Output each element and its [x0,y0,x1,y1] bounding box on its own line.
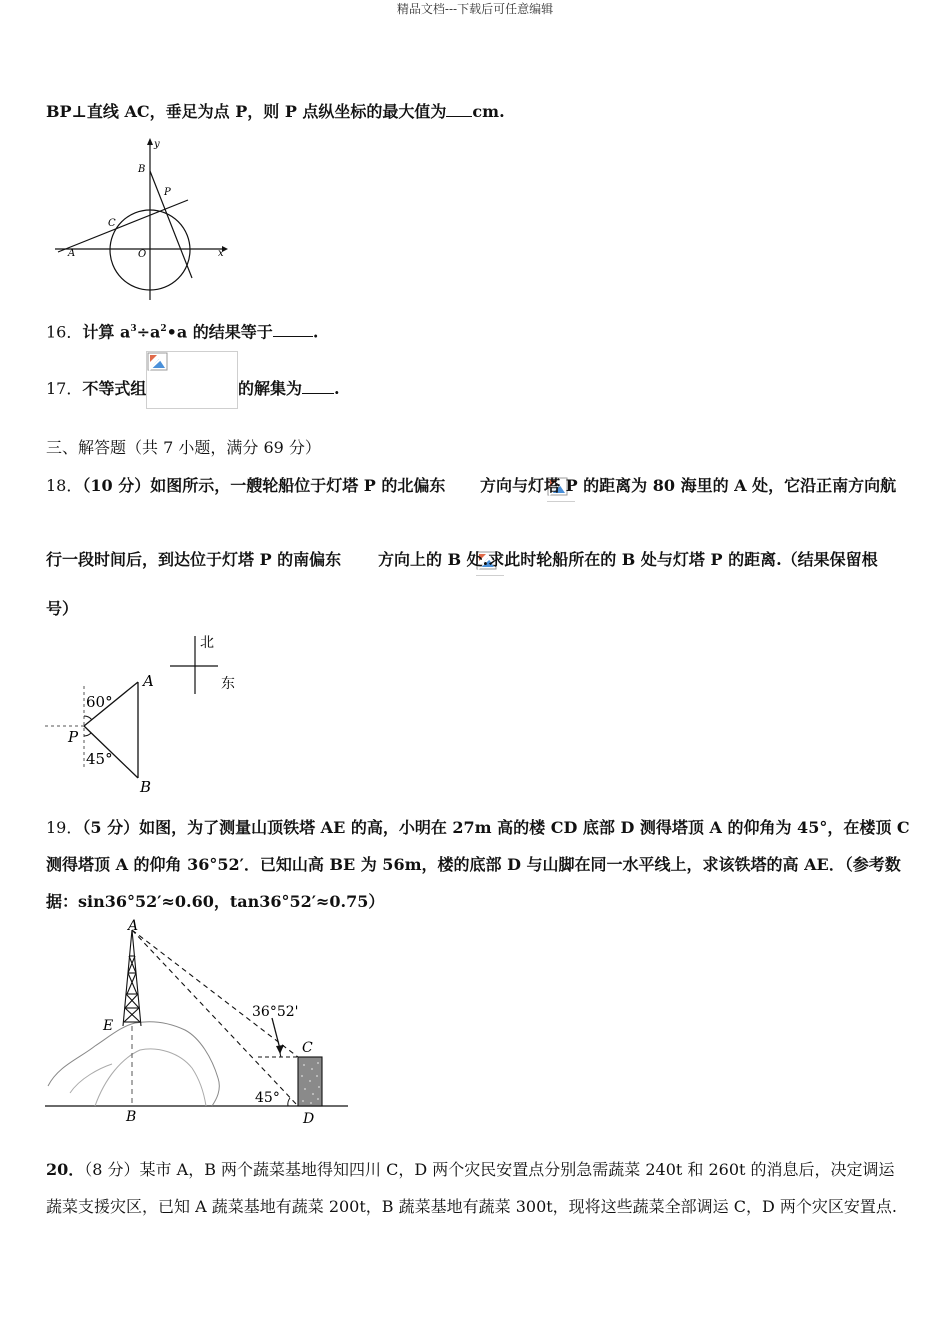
q19-line3: 据：sin36°52′≈0.60，tan36°52′≈0.75） [46,892,385,911]
compass-east-label: 东 [221,676,235,692]
angle-label-45: 45° [86,750,113,768]
label-a: A [68,248,76,259]
label-c: C [108,218,116,229]
angle-arc-45 [84,733,91,736]
q15-prefix: BP [46,102,72,121]
q16-part-b: ÷a [136,322,161,342]
q20-line1-text: （8 分）某市 A，B 两个蔬菜基地得知四川 C，D 两个灾民安置点分别急需蔬菜 240t 和 260t 的消息后，决定调运 [84,1160,895,1179]
q18-line1 [46,475,445,497]
broken-image-icon [147,352,169,372]
q19-number: 19． [46,818,83,837]
figure-19-tower [40,918,360,1130]
angle-arc-d [288,1098,290,1106]
q19-line1 [46,817,910,839]
angle-label-45: 45° [255,1090,280,1106]
mountain-inner-outline [95,1049,206,1106]
q19-line1-text: （5 分）如图，为了测量山顶铁塔 AE 的高，小明在 27m 高的楼 CD 底部 D 测得塔顶 A 的仰角为 45°，在楼顶 C [82,818,910,837]
angle-arc-60 [84,716,92,720]
q16-exp2: 2 [160,324,167,334]
q16-part-a: 计算 a [82,322,131,342]
figure-18-lighthouse [40,632,250,800]
q20-line2: 蔬菜支援灾区，已知 A 蔬菜基地有蔬菜 200t，B 蔬菜基地有蔬菜 300t，现将这些蔬菜全部调运 C，D 两个灾区安置点. [46,1197,898,1216]
tower-structure [123,930,141,1026]
q18-number: 18． [46,476,83,495]
q19-line2: 测得塔顶 A 的仰角 36°52′．已知山高 BE 为 56m，楼的底部 D 与山脚在同一水平线上，求该铁塔的高 AE．（参考数 [46,855,901,874]
q17-text-tail [238,378,340,400]
q17-answer-blank [302,379,334,394]
label-c: C [302,1040,313,1056]
q17-text [46,378,146,400]
label-a: A [143,672,154,690]
q15-answer-blank [446,102,472,117]
q20-line1 [46,1159,895,1181]
label-o: O [138,249,147,260]
q17-part-a: 不等式组 [82,379,147,398]
q16-number: 16． [46,322,83,342]
q16-end: . [312,322,319,342]
label-a: A [128,918,139,934]
line-bp [150,171,192,278]
q15-suffix: cm. [472,102,505,121]
label-b: B [126,1109,137,1125]
label-x: x [218,248,224,259]
compass-north-label: 北 [200,635,214,651]
q17-end: . [334,379,340,398]
q16-text [46,318,318,343]
label-b: B [140,778,152,796]
page-header: 精品文档---下载后可任意编辑 [396,2,554,16]
y-axis-arrow [147,138,153,145]
section-3-title: 三、解答题（共 7 小题，满分 69 分） [46,438,321,457]
q15-middle: 直线 AC，垂足为点 P，则 P 点纵坐标的最大值为 [86,102,447,121]
q17-part-b: 的解集为 [238,379,303,398]
q15-text [46,101,505,123]
angle-label-3652: 36°52' [252,1004,299,1020]
q16-part-c: •a 的结果等于 [166,322,273,342]
q20-number: 20． [46,1160,85,1179]
perp-symbol: ⊥ [71,102,87,121]
label-b: B [138,164,146,175]
label-y: y [154,139,160,150]
angle-label-60: 60° [86,693,113,711]
sightline-ac [132,930,298,1057]
q18-line3: 号） [46,599,79,618]
q16-exp1: 3 [130,324,137,334]
label-p: P [164,187,171,198]
label-e: E [103,1018,114,1034]
q17-number: 17． [46,379,83,398]
figure-15-circle-graph [50,135,230,305]
q18-line1-b: 方向与灯塔 P 的距离为 80 海里的 A 处，它沿正南方向航 [480,476,897,495]
label-d: D [303,1111,315,1127]
q18-line2-b: 方向上的 B 处.求此时轮船所在的 B 处与灯塔 P 的距离.（结果保留根 [378,550,878,569]
annotation-arrow [272,1018,280,1049]
q18-line2-a: 行一段时间后，到达位于灯塔 P 的南偏东 [46,550,342,569]
q16-answer-blank [273,322,313,337]
mountain-detail [70,1064,112,1093]
line-ac [58,200,188,252]
label-p: P [68,728,79,746]
q17-broken-image-placeholder [146,351,238,409]
q18-line1-a: （10 分）如图所示，一艘轮船位于灯塔 P 的北偏东 [82,476,446,495]
mountain-outline [48,1022,219,1106]
